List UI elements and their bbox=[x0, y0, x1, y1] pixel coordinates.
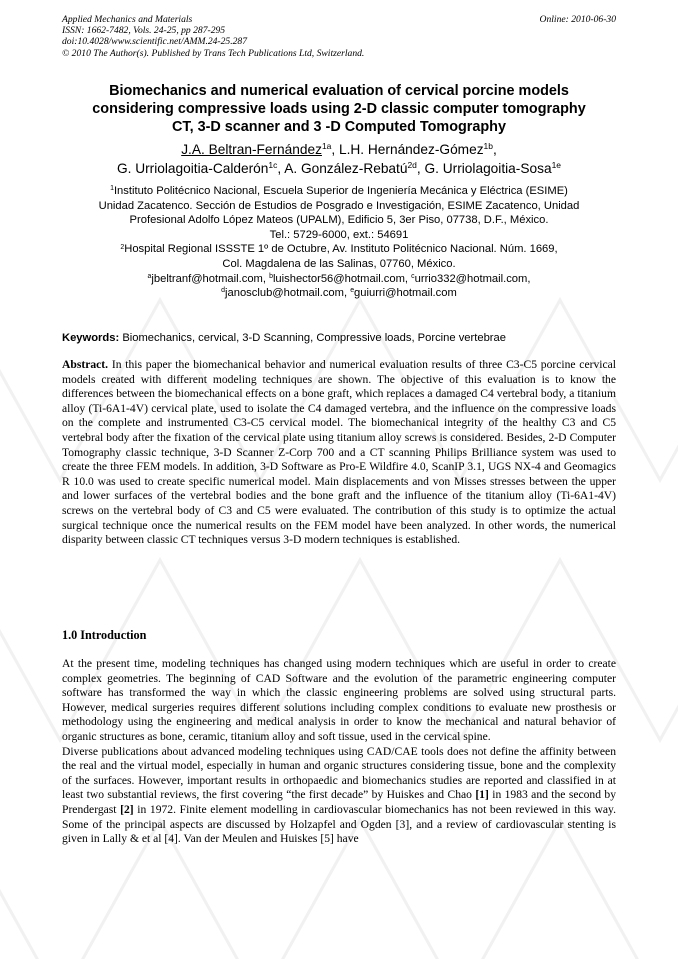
keywords bbox=[62, 331, 616, 345]
issn-line: ISSN: 1662-7482, Vols. 24-25, pp 287-295 bbox=[62, 25, 226, 37]
email-link[interactable]: guiurri@hotmail.com bbox=[354, 287, 457, 300]
affil-line: Col. Magdalena de las Salinas, 07760, México. bbox=[222, 257, 456, 270]
affil-mark: 2 bbox=[120, 243, 125, 251]
author-affil-mark: 1e bbox=[551, 159, 561, 170]
introduction-body bbox=[62, 657, 616, 847]
journal-header bbox=[62, 14, 616, 59]
email-mark: a bbox=[147, 272, 152, 280]
abstract-text: In this paper the biomechanical behavior and numerical evaluation results of three C3-C5 porcine cervical models created with different modeling techniques are shown. The objective of this evaluation is to know the differences between the biomechanical effects on a bone graft, which replaces a damaged C4 vertebral body, a titanium alloy (Ti-6A1-4V) cervical plate, used to isolate the C4 damaged vertebra, and the influence on the compressive loads on the complete and instrumented C3-C5 cervical model. The biomechanical integrity of the healthy C3 and C5 vertebral body after the fixation of the cervical plate using titanium alloy screws is considered. Besides, 2-D Computer Tomography classic technique, 3-D Scanner Z-Corp 700 and a CT scanning Philips Brilliance system was used to create the three FEM models. In addition, 3-D Software as Pro-E Wildfire 4.0, ScanIP 3.1, UGS NX-4 and Geomagics R 10.0 was used to create specific numerical model. Main displacements and von Misses stresses between the upper and lower surfaces of the vertebral bodies and the bone graft and the influence of the titanium alloy (Ti-6A1-4V) screws on the vertebral body of C3 and C5 were evaluated. The contribution of this study is to optimize the actual surgical technique once the numerical results on the FEM model have been analyzed. In other words, the numerical disparity between classic CT techniques versus 3-D modern techniques is established. bbox=[62, 358, 616, 547]
title-line: considering compressive loads using 2-D classic computer tomography bbox=[92, 101, 586, 118]
paragraph: At the present time, modeling techniques has changed using modern techniques which are useful in order to create complex geometries. The beginning of CAD Software and the evolution of the parametric engineering computer software has transformed the way in which the classic engineering problems are solved using structural parts. However, medical surgeries requires different solutions including complex conditions to evaluate new prosthesis or methodology using the engineering and medical analysis in order to know the mechanical and natural behavior of organic structures as bone, ceramic, titanium alloy and soft tissue, used in the cervical spine. bbox=[62, 657, 616, 743]
author-name: A. González-Rebatú bbox=[284, 160, 408, 176]
online-date: Online: 2010-06-30 bbox=[539, 14, 616, 25]
doi-line: doi:10.4028/www.scientific.net/AMM.24-25.287 bbox=[62, 36, 248, 48]
copyright-line: © 2010 The Author(s). Published by Trans Tech Publications Ltd, Switzerland. bbox=[62, 47, 365, 59]
affil-line: Tel.: 5729-6000, ext.: 54691 bbox=[269, 228, 409, 241]
author-affil-mark: 2d bbox=[407, 159, 417, 170]
affil-mark: 1 bbox=[110, 185, 114, 193]
paper-title bbox=[40, 82, 638, 137]
email-mark: e bbox=[350, 287, 355, 295]
keywords-label: Keywords: bbox=[62, 332, 120, 344]
paragraph-text: Diverse publications about advanced modeling techniques using CAD/CAE tools does not define the affinity between the real and the virtual model, especially in human and organic structures considering tissue, bone and the complexity of the surfaces. However, important results in orthopaedic and biomechanics studies are reported and classified in at least two substantial reviews, the first covering “the first decade” by Huiskes and Chao bbox=[62, 744, 616, 802]
journal-name: Applied Mechanics and Materials bbox=[62, 14, 193, 25]
section-heading-introduction: 1.0 Introduction bbox=[62, 628, 147, 642]
author-affil-mark: 1c bbox=[268, 159, 278, 170]
email-link[interactable]: jbeltranf@hotmail.com, bbox=[151, 272, 266, 285]
author-name: L.H. Hernández-Gómez bbox=[339, 142, 484, 157]
email-link[interactable]: luishector56@hotmail.com, bbox=[272, 272, 409, 285]
author-name: G. Urriolagoitia-Calderón bbox=[116, 160, 269, 176]
email-link[interactable]: janosclub@hotmail.com, bbox=[225, 287, 348, 300]
keywords-text: Biomechanics, cervical, 3-D Scanning, Compressive loads, Porcine vertebrae bbox=[122, 332, 506, 344]
author-name: G. Urriolagoitia-Sosa bbox=[424, 160, 552, 176]
abstract-label: Abstract. bbox=[62, 358, 109, 371]
affil-line: Instituto Politécnico Nacional, Escuela Superior de Ingeniería Mecánica y Eléctrica (ESIME) bbox=[113, 185, 568, 197]
citation-link[interactable]: [1] bbox=[475, 788, 489, 802]
title-line: Biomechanics and numerical evaluation of cervical porcine models bbox=[109, 83, 569, 99]
email-mark: d bbox=[221, 287, 226, 295]
affiliations bbox=[40, 184, 638, 301]
citation-link[interactable]: [2] bbox=[120, 802, 134, 816]
author-affil-mark: 1b bbox=[483, 141, 493, 152]
email-line bbox=[40, 286, 638, 301]
affil-line: Unidad Zacatenco. Sección de Estudios de Posgrado e Investigación, ESIME Zacatenco, Unidad bbox=[98, 199, 580, 212]
paragraph bbox=[62, 745, 616, 847]
paragraph-text: in 1972. Finite element modelling in cardiovascular biomechanics has not been reviewed in this way. Some of the principal aspects are discussed by Holzapfel and Ogden [3], and a review of cardiovascular stenting is given in Lally & et al [4]. Van der Meulen and Huiskes [5] have bbox=[62, 802, 616, 846]
email-mark: c bbox=[411, 272, 415, 280]
email-link[interactable]: urrio332@hotmail.com, bbox=[414, 272, 531, 285]
affil-line: Hospital Regional ISSSTE 1º de Octubre, Av. Instituto Politécnico Nacional. Núm. 1669, bbox=[124, 243, 558, 256]
title-line: CT, 3-D scanner and 3 -D Computed Tomography bbox=[172, 119, 506, 136]
affil-line: Profesional Adolfo López Mateos (UPALM), Edificio 5, 3er Piso, 07738, D.F., México. bbox=[129, 214, 549, 227]
email-line bbox=[40, 272, 638, 287]
abstract bbox=[62, 358, 616, 548]
author-affil-mark: 1a bbox=[321, 141, 332, 152]
email-mark: b bbox=[269, 272, 273, 280]
paragraph-text: in 1983 and the second by Prendergast bbox=[62, 788, 616, 816]
author-list: J.A. Beltran-Fernández$^{1a}$, L.H. Hernández-Gómez$^{1b}$, G. Urriolagoitia-Calderón$^{1c}$, A. González-Rebatú$^{2d}$, G. Urriolagoitia-Sosa$^{1e}$ bbox=[116, 141, 561, 176]
author-name: J.A. Beltran-Fernández bbox=[181, 142, 322, 157]
